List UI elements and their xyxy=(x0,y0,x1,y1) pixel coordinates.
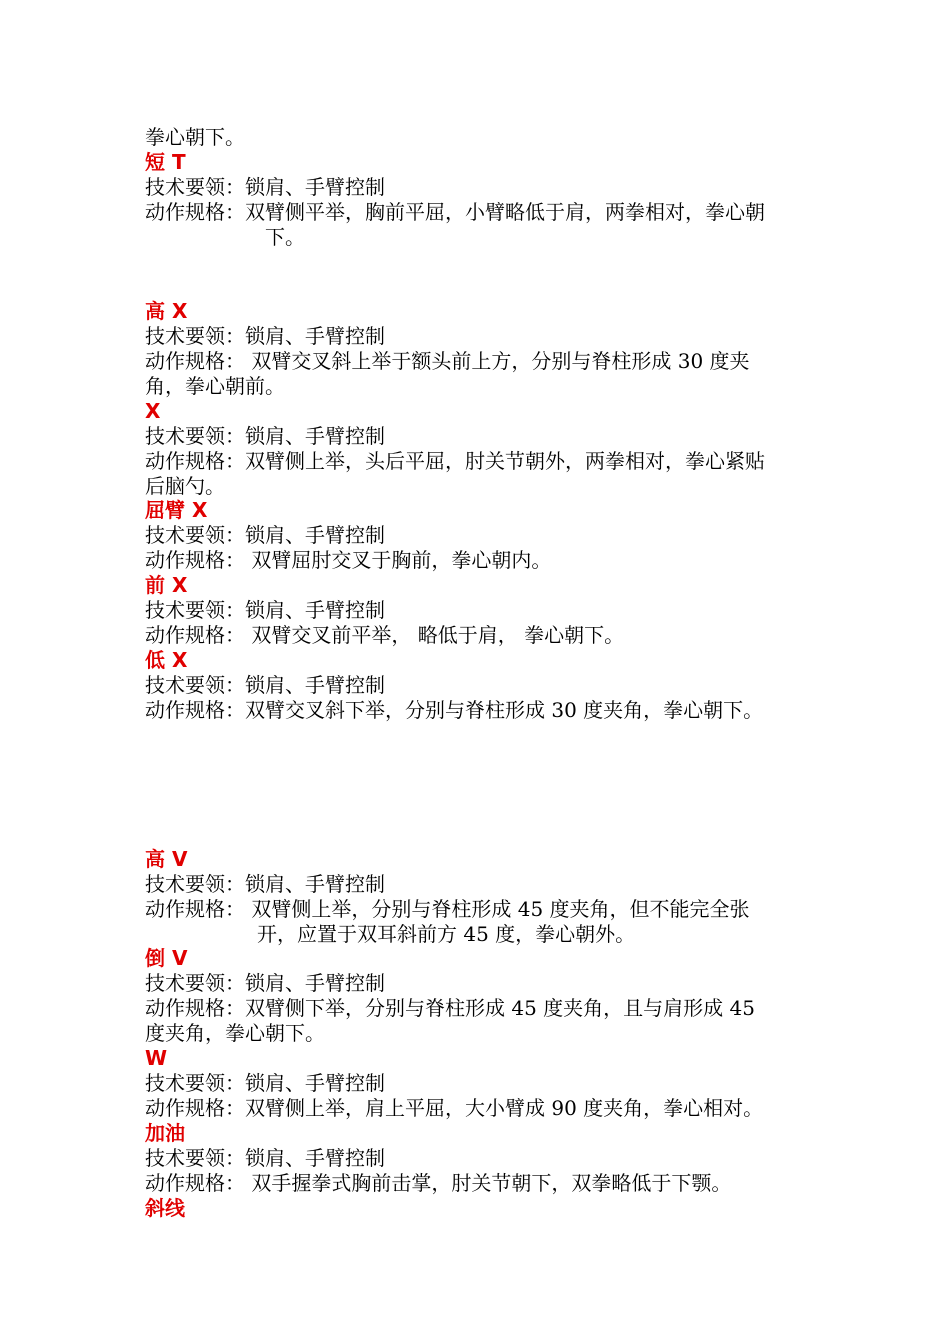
spec-text: 动作规格： 双臂交叉斜上举于额头前上方，分别与脊柱形成 30 度夹 xyxy=(145,349,750,373)
section-title: 斜线 xyxy=(145,1196,185,1220)
technique-text: 技术要领：锁肩、手臂控制 xyxy=(145,598,385,622)
spec-text-continued: 角，拳心朝前。 xyxy=(145,374,285,398)
technique-text: 技术要领：锁肩、手臂控制 xyxy=(145,971,385,995)
spec-text: 动作规格： 双臂交叉前平举， 略低于肩， 拳心朝下。 xyxy=(145,623,625,647)
section-title: 低 X xyxy=(145,648,188,672)
technique-text: 技术要领：锁肩、手臂控制 xyxy=(145,523,385,547)
spec-text: 动作规格：双臂侧上举，肩上平屈，大小臂成 90 度夹角，拳心相对。 xyxy=(145,1096,764,1120)
section-title: 屈臂 X xyxy=(145,498,208,522)
technique-text: 技术要领：锁肩、手臂控制 xyxy=(145,324,385,348)
spec-text-continued: 下。 xyxy=(265,225,305,249)
section-title: 短 T xyxy=(145,150,186,174)
section-title: 加油 xyxy=(145,1121,185,1145)
spec-text: 动作规格：双臂侧上举，头后平屈，肘关节朝外，两拳相对，拳心紧贴 xyxy=(145,449,765,473)
spec-text: 动作规格：双臂侧下举，分别与脊柱形成 45 度夹角，且与肩形成 45 xyxy=(145,996,755,1020)
intro-text: 拳心朝下。 xyxy=(145,125,245,149)
technique-text: 技术要领：锁肩、手臂控制 xyxy=(145,1146,385,1170)
spec-text-continued: 后脑勺。 xyxy=(145,474,225,498)
spec-text: 动作规格：双臂侧平举，胸前平屈，小臂略低于肩，两拳相对，拳心朝 xyxy=(145,200,765,224)
technique-text: 技术要领：锁肩、手臂控制 xyxy=(145,872,385,896)
technique-text: 技术要领：锁肩、手臂控制 xyxy=(145,424,385,448)
technique-text: 技术要领：锁肩、手臂控制 xyxy=(145,673,385,697)
technique-text: 技术要领：锁肩、手臂控制 xyxy=(145,175,385,199)
section-title: X xyxy=(145,399,161,423)
spec-text-continued: 开，应置于双耳斜前方 45 度，拳心朝外。 xyxy=(257,922,636,946)
spec-text: 动作规格： 双手握拳式胸前击掌，肘关节朝下，双拳略低于下颚。 xyxy=(145,1171,732,1195)
section-title: 高 V xyxy=(145,847,188,871)
technique-text: 技术要领：锁肩、手臂控制 xyxy=(145,1071,385,1095)
spec-text: 动作规格：双臂交叉斜下举，分别与脊柱形成 30 度夹角，拳心朝下。 xyxy=(145,698,764,722)
section-title: W xyxy=(145,1046,168,1070)
section-title: 高 X xyxy=(145,299,188,323)
section-title: 倒 V xyxy=(145,946,188,970)
section-title: 前 X xyxy=(145,573,188,597)
spec-text: 动作规格： 双臂侧上举，分别与脊柱形成 45 度夹角，但不能完全张 xyxy=(145,897,750,921)
spec-text-continued: 度夹角，拳心朝下。 xyxy=(145,1021,325,1045)
spec-text: 动作规格： 双臂屈肘交叉于胸前，拳心朝内。 xyxy=(145,548,552,572)
